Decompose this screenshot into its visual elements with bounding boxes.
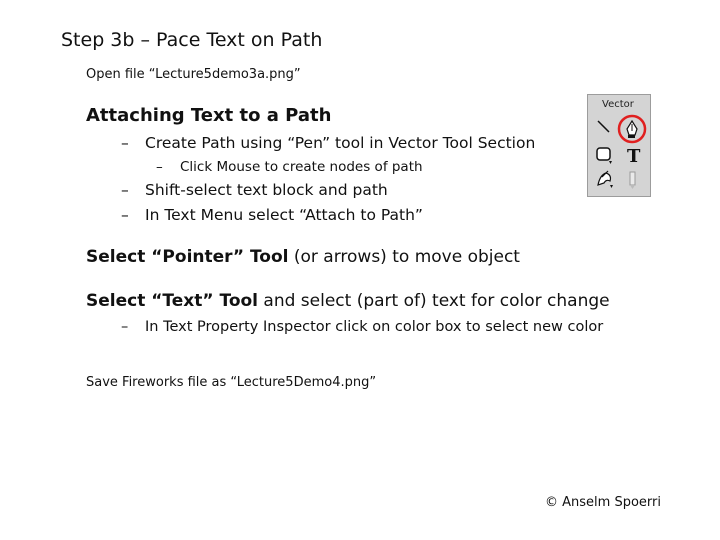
rectangle-tool-icon[interactable] — [597, 148, 612, 164]
bullet-text: In — [145, 319, 164, 335]
bullet-emphasis: color box — [394, 319, 462, 335]
bullet-text-menu — [121, 206, 423, 224]
heading-emphasis: Select “Pointer” Tool — [86, 247, 289, 267]
section-heading: Attaching Text to a Path — [86, 105, 332, 126]
slide-title: Step 3b – Pace Text on Path — [61, 29, 323, 51]
heading-text: (or arrows) to move object — [288, 247, 520, 267]
text-tool-icon[interactable] — [627, 146, 641, 167]
pencil-tool-icon[interactable] — [630, 172, 635, 189]
heading-text: and select (part of) text for color change — [258, 291, 610, 311]
bullet-text: to select new color — [461, 319, 604, 335]
bullet-text: click on — [330, 319, 395, 335]
bullet-text: In — [145, 206, 165, 224]
bullet-dash: – — [121, 134, 129, 152]
bullet-emphasis: Text Property Inspector — [163, 319, 331, 335]
open-file-instruction: Open file “Lecture5demo3a.png” — [86, 67, 301, 82]
bullet-dash: – — [121, 181, 129, 199]
save-file-instruction: Save Fireworks file as “Lecture5Demo4.png” — [86, 375, 377, 390]
bullet-dash: – — [121, 206, 129, 224]
bullet-property-inspector — [121, 319, 603, 335]
vector-panel-label: Vector — [602, 99, 634, 110]
bullet-text: using “Pen” tool in Vector Tool Section — [235, 134, 536, 152]
line-tool-icon[interactable] — [598, 121, 609, 132]
bullet-shift-select — [121, 181, 388, 199]
copyright: © Anselm Spoerri — [545, 495, 661, 510]
heading-emphasis: Select “Text” Tool — [86, 291, 259, 311]
vector-tools-graphic — [588, 95, 652, 198]
bullet-emphasis: Text Menu — [164, 206, 244, 224]
bullet-create-path — [121, 134, 535, 152]
svg-text:T: T — [627, 146, 641, 167]
bullet-text: text block and path — [231, 181, 388, 199]
bullet-dash: – — [156, 159, 163, 175]
bullet-emphasis: Shift-select — [145, 181, 232, 199]
bullet-click-mouse — [156, 159, 423, 175]
bullet-emphasis: Create Path — [145, 134, 236, 152]
pen-tool-icon[interactable] — [627, 121, 637, 138]
freeform-tool-icon[interactable] — [598, 171, 613, 188]
select-text-heading — [86, 291, 610, 311]
bullet-text: select “Attach to Path” — [243, 206, 423, 224]
select-pointer-heading — [86, 247, 520, 267]
bullet-dash: – — [121, 319, 129, 335]
bullet-text: Click Mouse to create nodes of path — [180, 159, 423, 175]
vector-tool-panel — [587, 94, 651, 197]
